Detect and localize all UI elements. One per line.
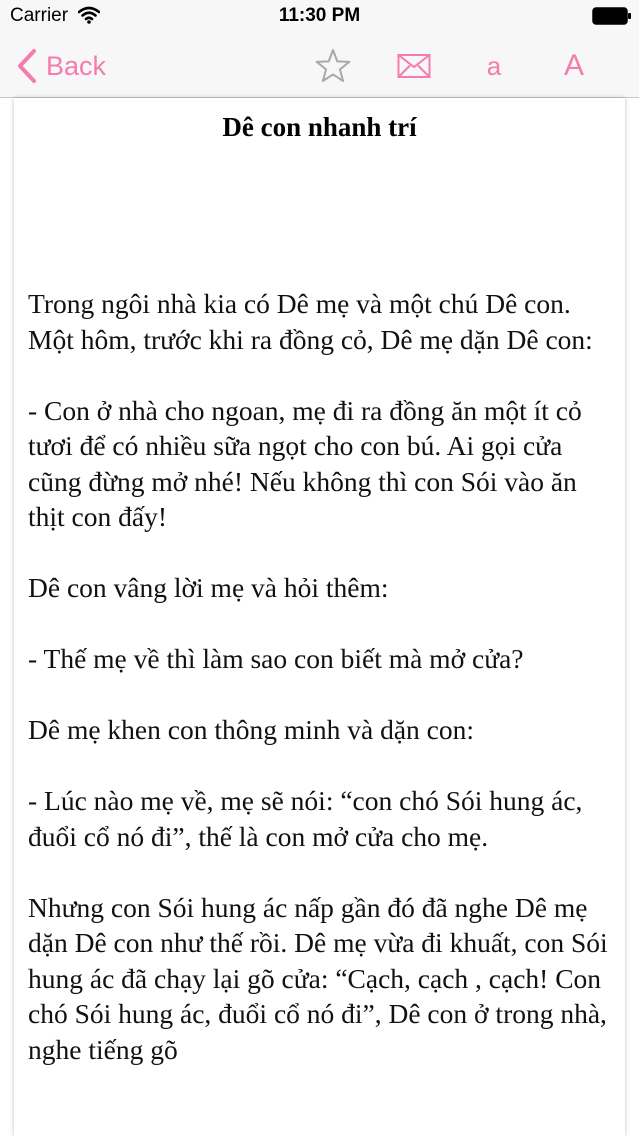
story-paragraph: Trong ngôi nhà kia có Dê mẹ và một chú Dê con. Một hôm, trước khi ra đồng cỏ, Dê mẹ dặn Dê con: (28, 288, 593, 355)
back-button[interactable] (16, 46, 106, 86)
status-bar (0, 0, 639, 32)
navigation-bar (0, 32, 639, 98)
status-time: 11:30 PM (278, 5, 361, 26)
star-icon (315, 48, 351, 84)
story-body (28, 286, 618, 1103)
story-paragraph: Dê con vâng lời mẹ và hỏi thêm: (28, 572, 389, 603)
story-paragraph: Nhưng con Sói hung ác nấp gần đó đã nghe Dê mẹ dặn Dê con như thế rồi. Dê mẹ vừa đi khuất, con Sói hung ác đã chạy lại gõ cửa: “Cạch, cạch , cạch! Con chó Sói hung ác, đuổi cổ nó đi”, Dê con ở trong nhà, nghe tiếng gõ (28, 891, 608, 1065)
story-paragraph: - Thế mẹ về thì làm sao con biết mà mở cửa? (28, 643, 524, 674)
font-large-label: A (563, 49, 584, 82)
increase-font-button[interactable] (556, 46, 592, 86)
font-small-label: a (486, 50, 502, 81)
mail-icon (397, 53, 431, 79)
email-button[interactable] (394, 46, 434, 86)
battery-icon (592, 7, 632, 25)
favorite-button[interactable] (312, 46, 354, 86)
story-paragraph: - Lúc nào mẹ về, mẹ sẽ nói: “con chó Sói hung ác, đuổi cổ nó đi”, thế là con mở cửa cho mẹ. (28, 785, 583, 852)
story-paragraph: - Con ở nhà cho ngoan, mẹ đi ra đồng ăn một ít cỏ tươi để có nhiều sữa ngọt cho con bú. Ai gọi cửa cũng đừng mở nhé! Nếu không thì con Sói vào ăn thịt con đấy! (28, 394, 582, 532)
chevron-left-icon (16, 48, 38, 84)
top-bar (0, 0, 639, 98)
carrier-label: Carrier (10, 5, 69, 26)
back-label: Back (46, 50, 107, 81)
decrease-font-button[interactable] (478, 46, 510, 86)
story-paragraph: Dê mẹ khen con thông minh và dặn con: (28, 714, 475, 745)
story-title: Dê con nhanh trí (222, 112, 417, 142)
story-content[interactable] (14, 98, 625, 1136)
